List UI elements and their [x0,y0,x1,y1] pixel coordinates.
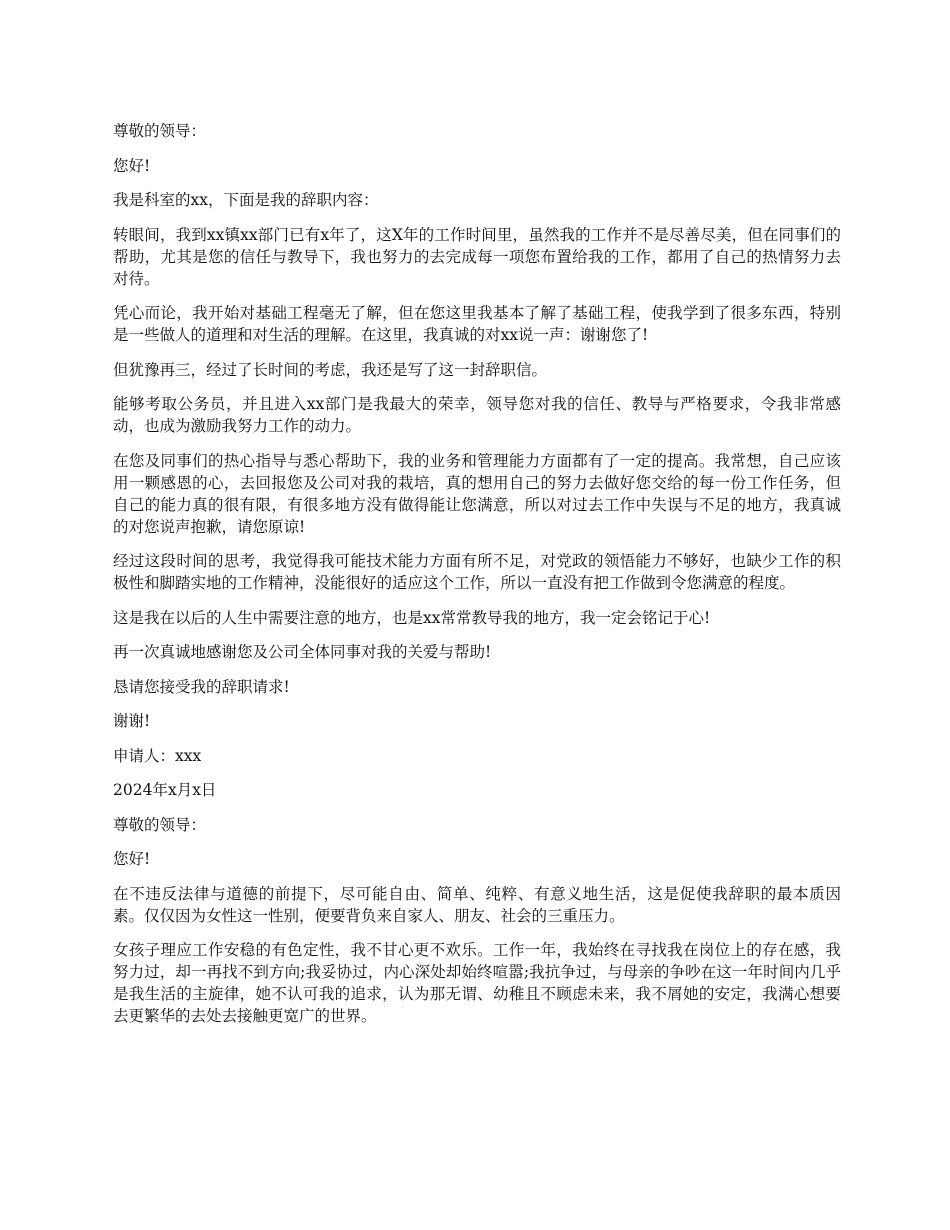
salutation: 尊敬的领导： [113,815,207,834]
paragraph: 能够考取公务员，并且进入xx部门是我最大的荣幸，领导您对我的信任、教导与严格要求，令我非常感动，也成为激励我努力工作的动力。 [113,395,841,435]
paragraph: 经过这段时间的思考，我觉得我可能技术能力方面有所不足，对党政的领悟能力不够好，也缺少工作的积极性和脚踏实地的工作精神，没能很好的适应这个工作，所以一直没有把工作做到令您满意的程度。 [113,552,841,592]
greeting: 您好! [113,156,151,175]
paragraph: 这是我在以后的人生中需要注意的地方，也是xx常常教导我的地方，我一定会铭记于心! [113,608,711,627]
salutation: 尊敬的领导： [113,122,207,140]
paragraph: 再一次真诚地感谢您及公司全体同事对我的关爱与帮助! [113,643,492,661]
paragraph: 恳请您接受我的辞职请求! [113,677,290,696]
paragraph: 女孩子理应工作安稳的有色定性，我不甘心更不欢乐。工作一年，我始终在寻找我在岗位上的存在感，我努力过，却一再找不到方向;我妥协过，内心深处却始终喧嚣;我抗争过，与母亲的争吵在这一年时间内几乎是我生活的主旋律，她不认可我的追求，认为那无谓、幼稚且不顾虑未来，我不屑她的安定，我满心想要去更繁华的去处去接触更宽广的世界。 [113,941,841,1025]
document-body [113,120,841,1040]
applicant-signature: 申请人：xxx [113,746,202,765]
paragraph: 凭心而论，我开始对基础工程毫无了解，但在您这里我基本了解了基础工程，使我学到了很多东西，特别是一些做人的道理和对生活的理解。在这里，我真诚的对xx说一声：谢谢您了! [113,304,841,344]
greeting: 您好! [113,850,151,868]
paragraph: 但犹豫再三，经过了长时间的考虑，我还是写了这一封辞职信。 [113,360,548,379]
closing: 谢谢! [113,712,151,730]
paragraph: 转眼间，我到xx镇xx部门已有x年了，这X年的工作时间里，虽然我的工作并不是尽善尽美，但在同事们的帮助，尤其是您的信任与教导下，我也努力的去完成每一项您布置给我的工作，都用了自己的热情努力去对待。 [113,225,841,288]
paragraph: 在您及同事们的热心指导与悉心帮助下，我的业务和管理能力方面都有了一定的提高。我常想，自己应该用一颗感恩的心，去回报您及公司对我的栽培，真的想用自己的努力去做好您交给的每一份工作任务，但自己的能力真的很有限，有很多地方没有做得能让您满意，所以对过去工作中失误与不足的地方，我真诚的对您说声抱歉，请您原谅! [113,451,841,536]
paragraph: 我是科室的xx，下面是我的辞职内容： [113,191,379,209]
paragraph: 在不违反法律与道德的前提下，尽可能自由、简单、纯粹、有意义地生活，这是促使我辞职的最本质因素。仅仅因为女性这一性别，便要背负来自家人、朋友、社会的三重压力。 [113,884,841,925]
letter-date: 2024年x月x日 [113,781,217,799]
